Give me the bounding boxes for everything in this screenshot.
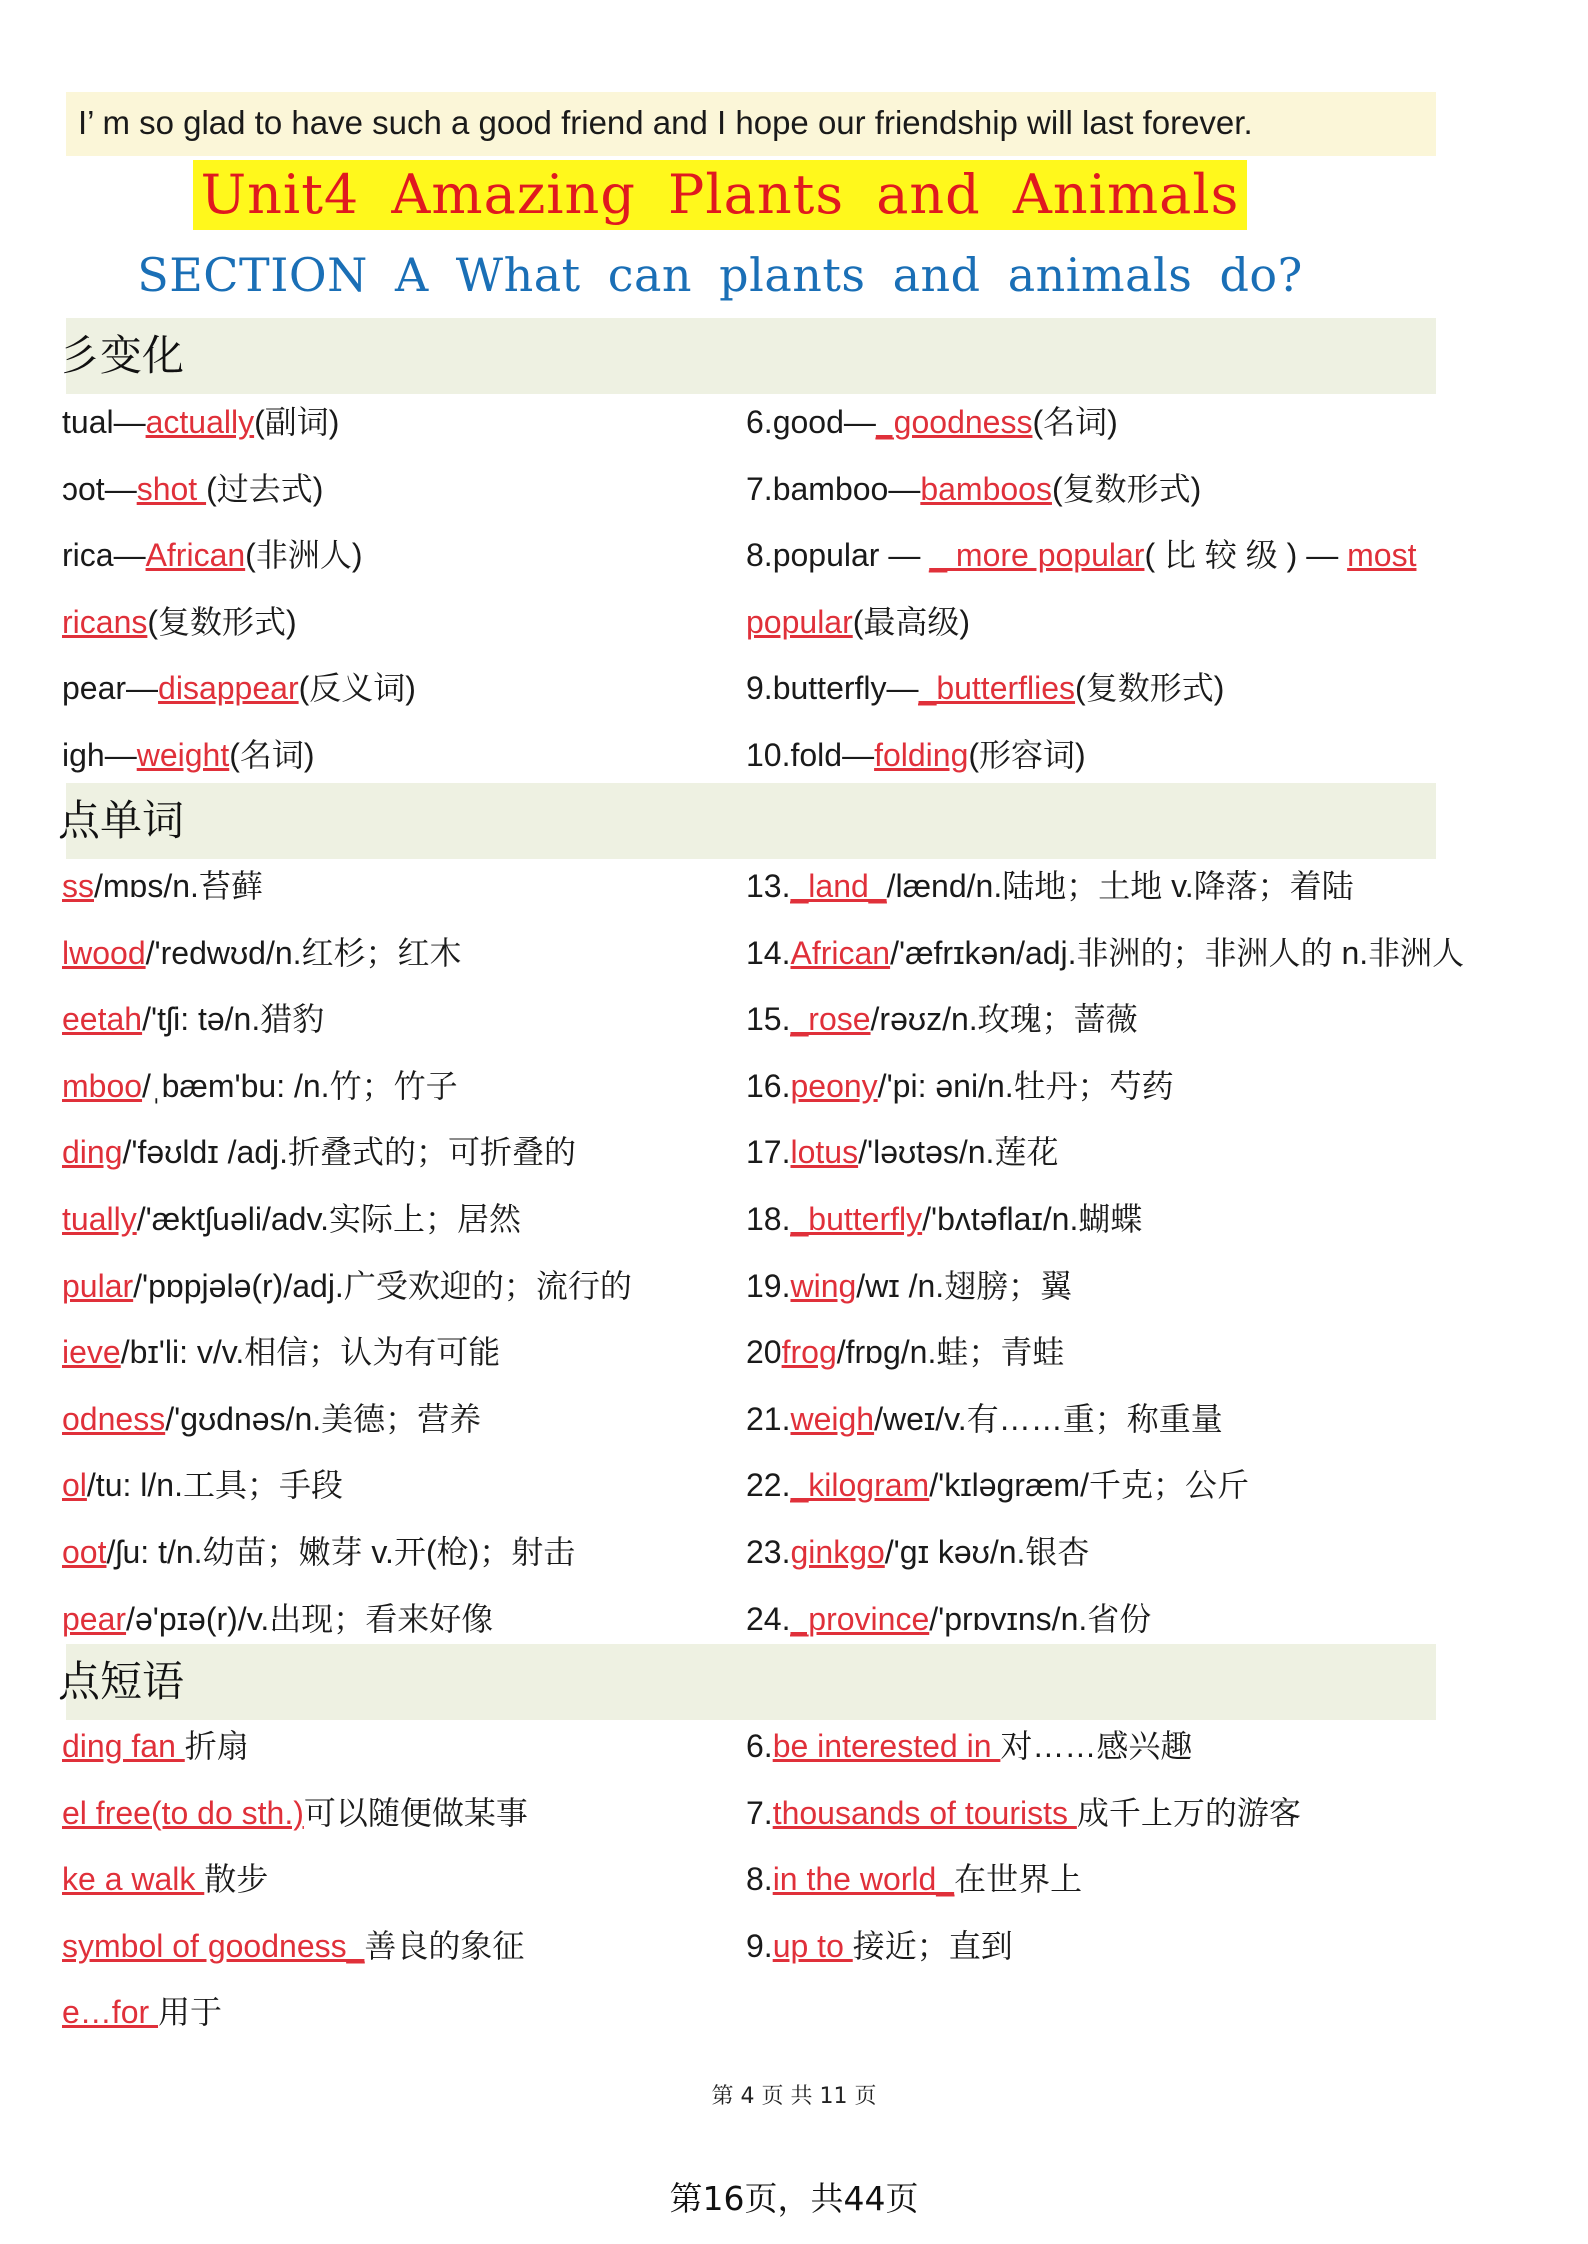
answer-text: popular [746,603,853,640]
entry-prefix: 9. [746,1927,773,1964]
section2-left-row [62,864,263,908]
section2-right-row [746,1397,1223,1441]
entry-prefix: 21. [746,1400,791,1437]
answer-text: tually [62,1201,137,1237]
entry-gloss: /'æktʃuəli/adv.实际上；居然 [136,1201,521,1237]
answer-text: pear [62,1600,127,1637]
section1-left-row [62,666,416,710]
section1-left-row [62,600,297,644]
answer-text: weight [136,737,230,773]
section2-right-row [746,1264,1072,1308]
answer-text: peony [790,1067,878,1104]
answer-text: ieve [62,1334,121,1371]
section2-right-row [746,1530,1089,1574]
entry-gloss: (名词) [229,737,315,773]
section2-left-row [62,1330,500,1374]
answer-text: lwood [62,934,146,971]
section1-right-row [746,666,1224,710]
answer-text: ricans [62,603,148,640]
entry-prefix: 9.butterfly— [746,670,919,707]
entry-prefix: 15. [746,1001,791,1038]
answer-text: folding [874,737,969,773]
entry-gloss: (形容词) [968,737,1086,773]
entry-prefix: 13. [746,868,791,904]
section2-right-row [746,1463,1249,1507]
answer-text: _goodness [875,404,1033,440]
entry-gloss: 折扇 [184,1728,249,1764]
answer-text: be interested in [772,1728,1001,1764]
entry-gloss: /tu: l/n.工具；手段 [86,1467,343,1504]
answer-text: weigh [790,1400,875,1437]
section2-left-row [62,1463,343,1507]
entry-prefix: 20 [746,1334,782,1371]
entry-gloss: 接近；直到 [852,1927,1013,1964]
answer-text: ding fan [62,1728,185,1764]
entry-prefix: 14. [746,934,791,971]
answer-text: wing [790,1267,857,1304]
section3-right-row [746,1791,1301,1835]
section1-left-row [62,467,323,511]
section3-right-row [746,1857,1082,1901]
answer-text: e…for [62,1994,159,2031]
answer-text: ol [62,1467,87,1504]
section3-left-row [62,1924,524,1968]
answer-text: symbol of goodness_ [62,1927,365,1964]
entry-prefix: 6.good— [746,404,876,440]
entry-gloss: /'tʃi: tə/n.猎豹 [142,1001,325,1038]
entry-prefix: 23. [746,1534,791,1570]
section2-right-row [746,931,1464,975]
section1-left-row [62,400,339,444]
section2-left-row [62,997,324,1041]
answer-text: _butterfly [790,1201,923,1237]
quote-text: I’ m so glad to have such a good friend and I hope our friendship will last forever. [78,104,1253,141]
entry-gloss: /'pɒpjələ(r)/adj.广受欢迎的；流行的 [133,1267,632,1304]
section2-left-row [62,1130,576,1174]
entry-prefix: tual— [62,404,146,440]
section2-right-row [746,1197,1142,1241]
entry-gloss: /frɒg/n.蛙；青蛙 [836,1334,1065,1371]
entry-prefix: igh— [62,737,137,773]
unit-title-wrap [0,160,1440,230]
entry-gloss: /'bʌtəflaɪ/n.蝴蝶 [922,1201,1143,1237]
entry-gloss: 散步 [204,1861,269,1898]
entry-gloss: /'gʊdnəs/n.美德；营养 [165,1400,482,1437]
section2-right-row [746,1330,1064,1374]
entry-prefix: 22. [746,1467,791,1504]
entry-prefix: 24. [746,1600,791,1637]
section1-right-row [746,600,970,644]
section1-heading-band [66,318,1436,394]
answer-text: ginkgo [790,1534,885,1570]
section2-right-row [746,1597,1151,1641]
answer-text: _land_ [790,868,887,904]
section1-right-row [746,533,1416,577]
entry-gloss: /'pi: əni/n.牡丹；芍药 [877,1067,1174,1104]
answer-text: odness [62,1400,166,1437]
page-footer: 第16页，共44页 [669,2179,919,2218]
section3-right-row [746,1724,1192,1768]
section2-right-row [746,864,1354,908]
section1-left-row [62,733,315,777]
entry-gloss: /ʃu: t/n.幼苗；嫩芽 v.开(枪)；射击 [106,1534,576,1570]
answer-text: up to [772,1927,853,1964]
entry-prefix: 6. [746,1728,773,1764]
entry-gloss: /'æfrɪkən/adj.非洲的；非洲人的 n.非洲人 [890,934,1465,971]
answer-text: in the world_ [772,1861,955,1898]
section1-right-row [746,400,1118,444]
answer-text: _rose [790,1001,871,1038]
answer-text: ke a walk [62,1861,205,1898]
answer-text: el free(to do sth.) [62,1794,304,1831]
answer-text: pular [62,1267,134,1304]
answer-text: disappear [158,670,299,707]
entry-gloss: 用于 [158,1994,223,2031]
answer-text: bamboos [920,470,1052,507]
entry-gloss: (复数形式) [147,603,297,640]
entry-gloss: ( 比 较 级 ) — [1144,537,1348,574]
answer-text: African [790,934,891,971]
answer-text: frog [781,1334,837,1371]
section3-left-row [62,1857,268,1901]
entry-gloss: 对……感兴趣 [1000,1728,1193,1764]
section3-heading-band [66,1644,1436,1720]
entry-gloss: 在世界上 [954,1861,1083,1898]
section3-left-row [62,1791,528,1835]
answer-text: thousands of tourists [772,1794,1077,1831]
section1-heading: 彡变化 [58,331,185,380]
section2-left-row [62,1397,481,1441]
section2-right-row [746,1130,1058,1174]
answer-text: shot [136,470,207,507]
entry-gloss: /'fəʊldɪ /adj.折叠式的；可折叠的 [122,1134,577,1171]
answer-text: oot [62,1534,107,1570]
entry-gloss: /'prɒvɪns/n.省份 [929,1600,1152,1637]
entry-gloss: /'gɪ kəʊ/n.银杏 [884,1534,1090,1570]
entry-gloss: (反义词) [298,670,416,707]
entry-prefix: 19. [746,1267,791,1304]
entry-gloss: /bɪ'li: v/v.相信；认为有可能 [120,1334,501,1371]
entry-prefix: 7. [746,1794,773,1831]
entry-gloss: (复数形式) [1051,470,1202,507]
entry-gloss: /ə'pɪə(r)/v.出现；看来好像 [126,1600,494,1637]
entry-gloss: /'kɪləgræm/千克；公斤 [929,1467,1249,1504]
entry-gloss: /lænd/n.陆地；土地 v.降落；着陆 [886,868,1354,904]
entry-gloss: /wɪ /n.翅膀；翼 [856,1267,1073,1304]
section2-left-row [62,1597,493,1641]
section2-right-row [746,1064,1174,1108]
section2-left-row [62,1530,575,1574]
section2-heading-band [66,783,1436,859]
entry-gloss: (复数形式) [1075,670,1225,707]
entry-gloss: (副词) [254,404,340,440]
entry-gloss: 可以随便做某事 [303,1794,528,1831]
unit-title: Unit4 Amazing Plants and Animals [193,160,1248,230]
answer-text: African [145,537,246,574]
entry-gloss: (最高级) [852,603,971,640]
answer-text: eetah [62,1001,143,1038]
entry-gloss: 成千上万的游客 [1076,1794,1301,1831]
section-title: SECTION A What can plants and animals do? [137,248,1303,302]
section2-left-row [62,931,462,975]
answer-text: ding [62,1134,123,1171]
entry-gloss: 善良的象征 [364,1927,525,1964]
entry-prefix: rica— [62,537,146,574]
entry-prefix: 17. [746,1134,791,1171]
entry-prefix: 16. [746,1067,791,1104]
section2-right-row [746,997,1138,1041]
answer-text: lotus [790,1134,859,1171]
entry-gloss: (名词) [1032,404,1118,440]
entry-gloss: /'redwʊd/n.红杉；红木 [145,934,462,971]
section1-right-row [746,733,1086,777]
section3-left-row [62,1724,249,1768]
entry-prefix: 18. [746,1201,791,1237]
entry-prefix: ɔot— [62,470,137,507]
section3-heading: 点短语 [58,1657,185,1706]
answer-text: _kilogram [790,1467,930,1504]
section2-left-row [62,1064,458,1108]
entry-gloss: /weɪ/v.有……重；称重量 [874,1400,1223,1437]
entry-gloss: /'ləʊtəs/n.莲花 [858,1134,1059,1171]
entry-prefix: 10.fold— [746,737,875,773]
section1-left-row [62,533,362,577]
answer-text: most [1347,537,1417,574]
entry-gloss: /ˌbæm'bu: /n.竹；竹子 [142,1067,458,1104]
answer-text: _butterflies [918,670,1076,707]
section2-left-row [62,1197,521,1241]
section2-left-row [62,1264,632,1308]
answer-text: actually [145,404,255,440]
section3-right-row [746,1924,1013,1968]
entry-gloss: (过去式) [206,470,324,507]
page-counter: 第 4 页 共 11 页 [711,2084,877,2109]
entry-gloss: /mɒs/n.苔藓 [94,868,263,904]
entry-gloss: (非洲人) [245,537,363,574]
section1-right-row [746,467,1201,511]
entry-prefix: 8.popular — [746,537,930,574]
answer-text: mboo [62,1067,143,1104]
entry-prefix: 8. [746,1861,773,1898]
entry-prefix: pear— [62,670,159,707]
answer-text: _ more popular [929,537,1145,574]
section3-left-row [62,1990,222,2034]
section2-heading: 点单词 [58,796,185,845]
answer-text: ss [62,868,94,904]
entry-gloss: /rəʊz/n.玫瑰；蔷薇 [870,1001,1138,1038]
entry-prefix: 7.bamboo— [746,470,921,507]
answer-text: _province [790,1600,930,1637]
